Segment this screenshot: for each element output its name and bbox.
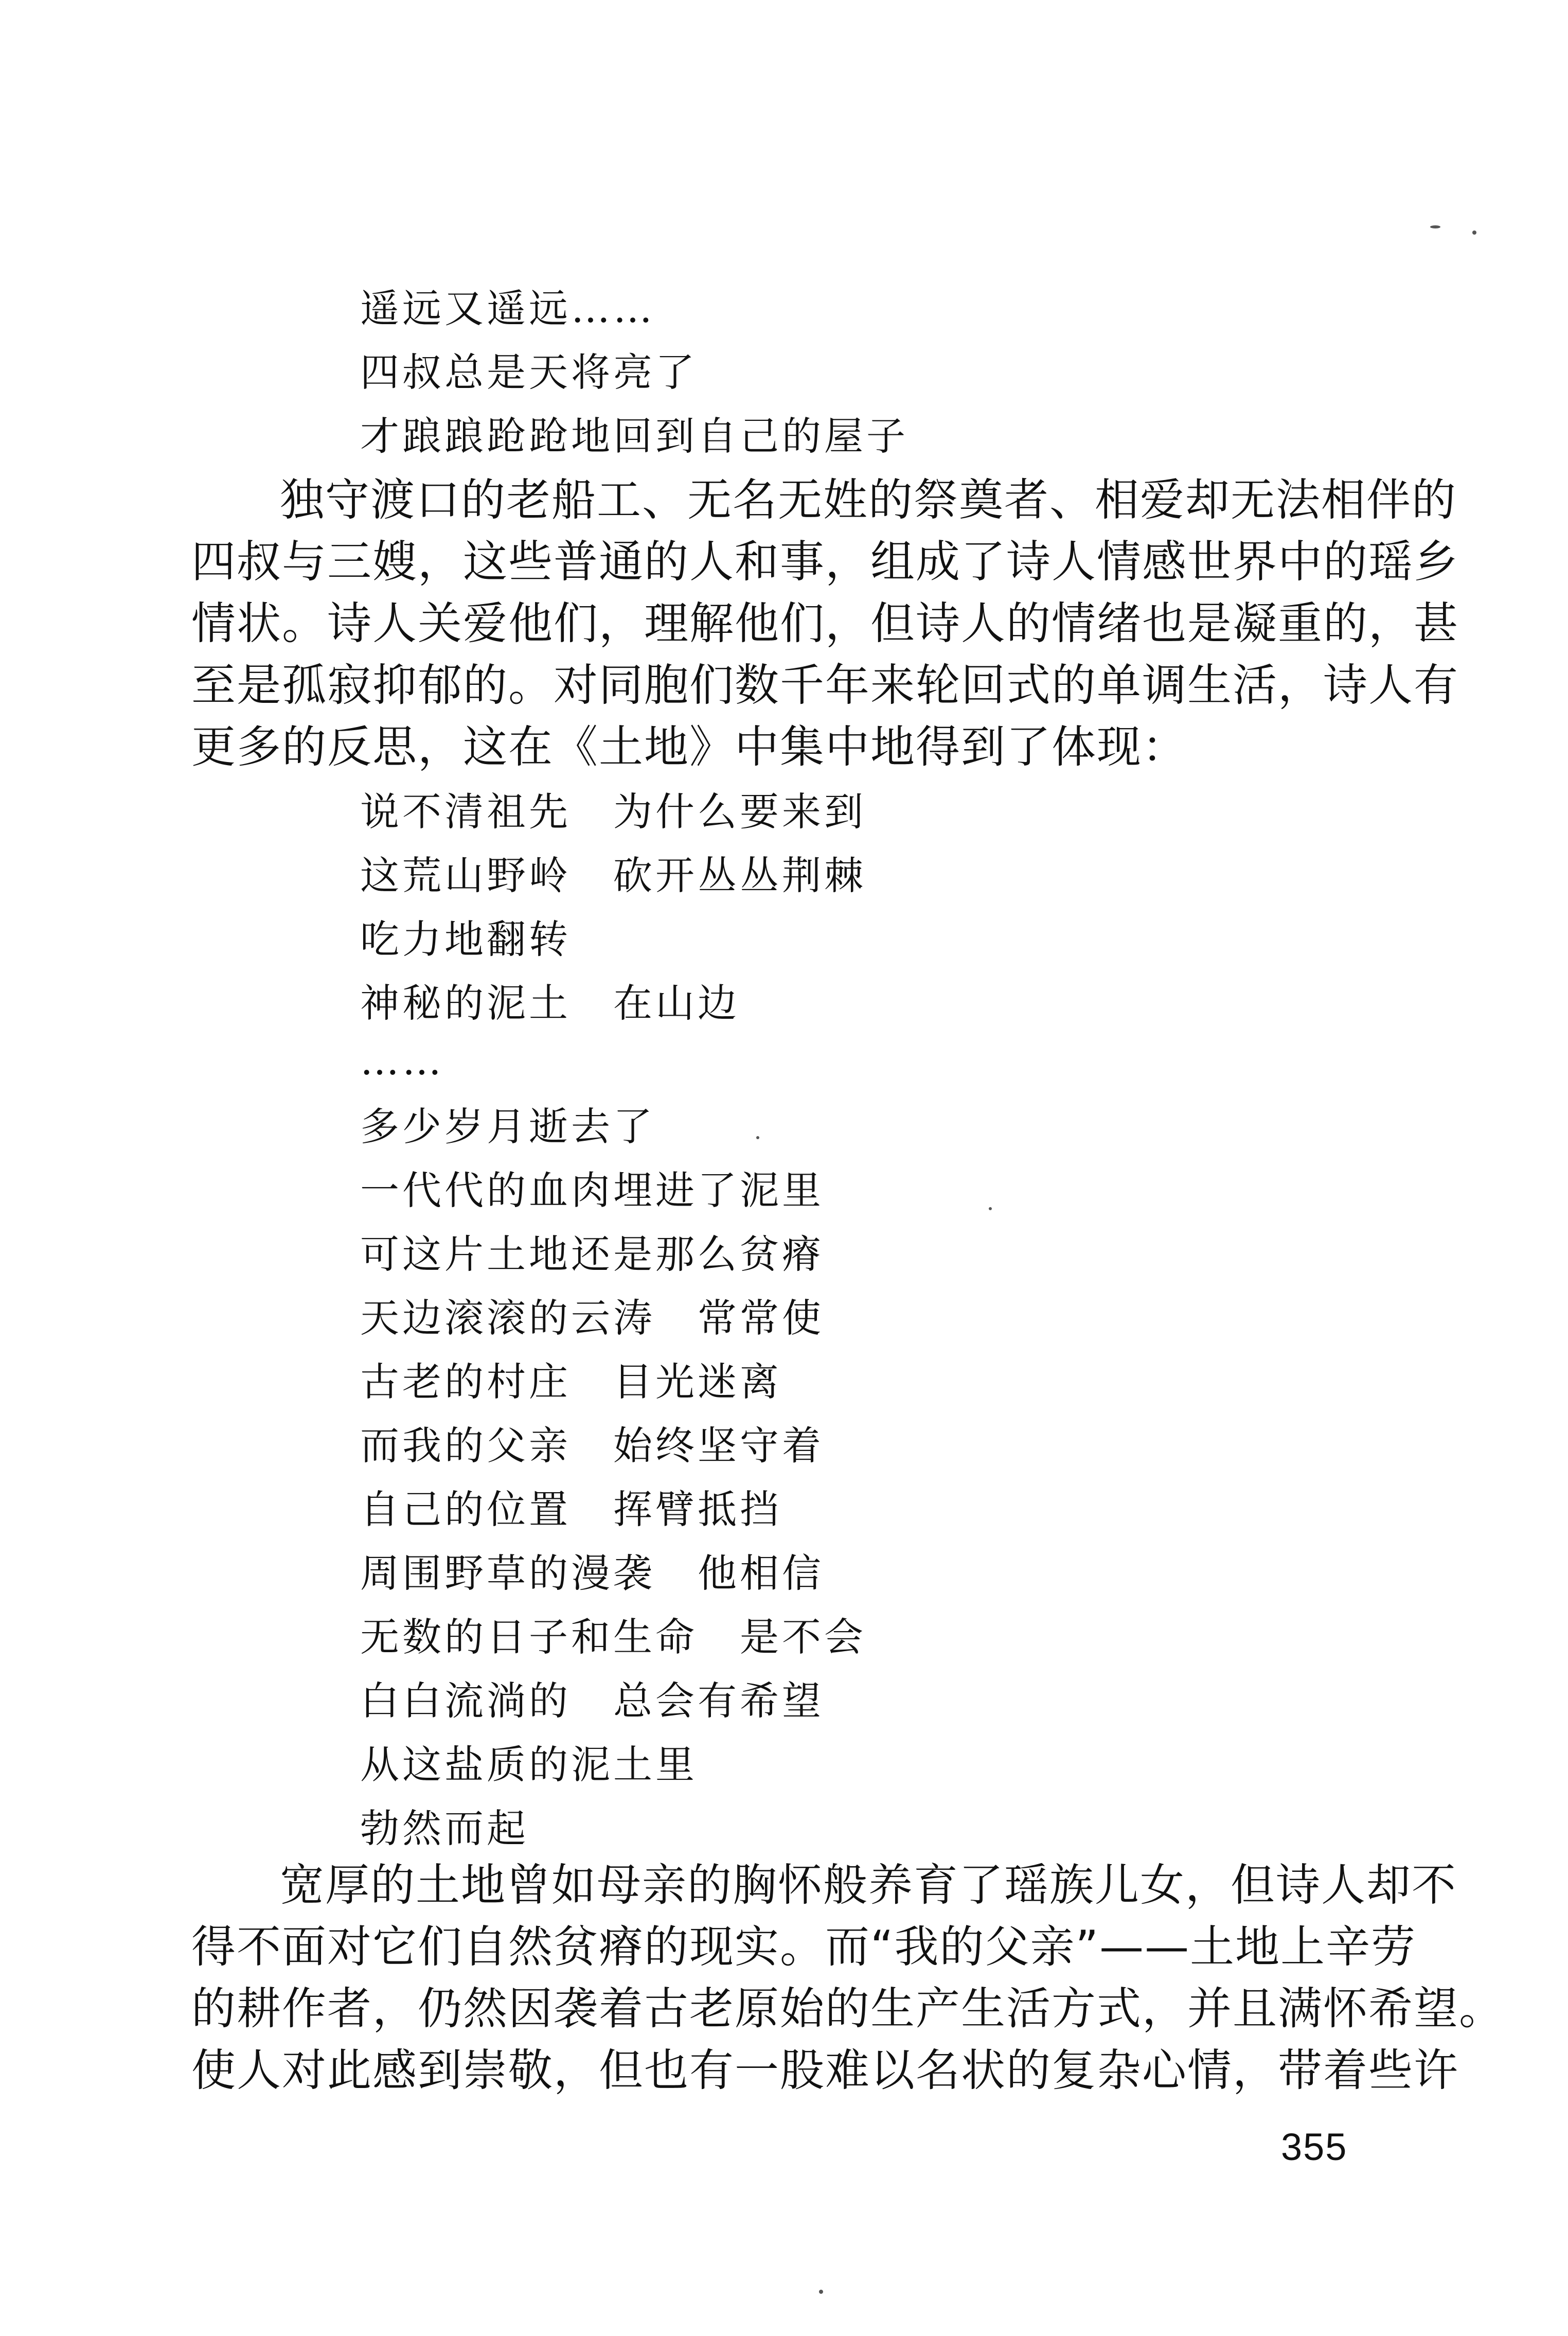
scan-speck (819, 2290, 823, 2294)
verse-line: 一代代的血肉埋进了泥里 (360, 1167, 824, 1213)
verse-line: 白白流淌的 总会有希望 (360, 1678, 824, 1724)
verse-line: 周围野草的漫袭 他相信 (360, 1550, 824, 1596)
paragraph-line: 得不面对它们自然贫瘠的现实。而“我的父亲”——土地上辛劳 (191, 1921, 1417, 1973)
verse-line: 这荒山野岭 砍开丛丛荆棘 (360, 853, 866, 898)
verse-line: 多少岁月逝去了 (360, 1104, 655, 1149)
paragraph-line: 更多的反思，这在《土地》中集中地得到了体现： (191, 721, 1187, 773)
paragraph-line: 独守渡口的老船工、无名无姓的祭奠者、相爱却无法相伴的 (280, 474, 1457, 526)
paragraph-line: 至是孤寂抑郁的。对同胞们数千年来轮回式的单调生活，诗人有 (191, 660, 1459, 711)
verse-line: 而我的父亲 始终坚守着 (360, 1423, 824, 1468)
scan-speck (1472, 231, 1476, 235)
body-paragraph-1 (191, 469, 1459, 778)
paragraph-line: 宽厚的土地曾如母亲的胸怀般养育了瑶族儿女，但诗人却不 (280, 1860, 1457, 1911)
verse-line: 古老的村庄 目光迷离 (360, 1359, 782, 1405)
scan-speck (989, 1207, 992, 1210)
verse-line: 神秘的泥土 在山边 (360, 980, 740, 1026)
paragraph-line: 使人对此感到崇敬，但也有一股难以名状的复杂心情，带着些许 (191, 2045, 1459, 2096)
paragraph-line: 情状。诗人关爱他们，理解他们，但诗人的情绪也是凝重的，甚 (191, 598, 1459, 649)
verse-line: 勃然而起 (360, 1806, 529, 1851)
paragraph-line: 四叔与三嫂，这些普通的人和事，组成了诗人情感世界中的瑶乡 (191, 536, 1459, 588)
verse-line: 天边滚滚的云涛 常常使 (360, 1295, 824, 1341)
scan-speck (756, 1136, 759, 1139)
verse-ellipsis: …… (360, 1038, 444, 1084)
body-paragraph-2 (191, 1854, 1504, 2101)
verse-line: 从这盐质的泥土里 (360, 1742, 698, 1788)
verse-line: 才踉踉跄跄地回到自己的屋子 (360, 413, 908, 459)
verse-line: 吃力地翻转 (360, 916, 571, 962)
scan-speck (1430, 225, 1440, 228)
paragraph-line: 的耕作者，仍然因袭着古老原始的生产生活方式，并且满怀希望。 (191, 1983, 1504, 2034)
page-number: 355 (1281, 2126, 1348, 2168)
verse-line: 可这片土地还是那么贫瘠 (360, 1231, 824, 1277)
verse-line: 四叔总是天将亮了 (360, 349, 698, 395)
verse-line: 自己的位置 挥臂抵挡 (360, 1486, 782, 1532)
verse-line: 无数的日子和生命 是不会 (360, 1614, 866, 1660)
verse-line: 遥远又遥远…… (360, 286, 655, 331)
verse-line: 说不清祖先 为什么要来到 (360, 789, 866, 835)
